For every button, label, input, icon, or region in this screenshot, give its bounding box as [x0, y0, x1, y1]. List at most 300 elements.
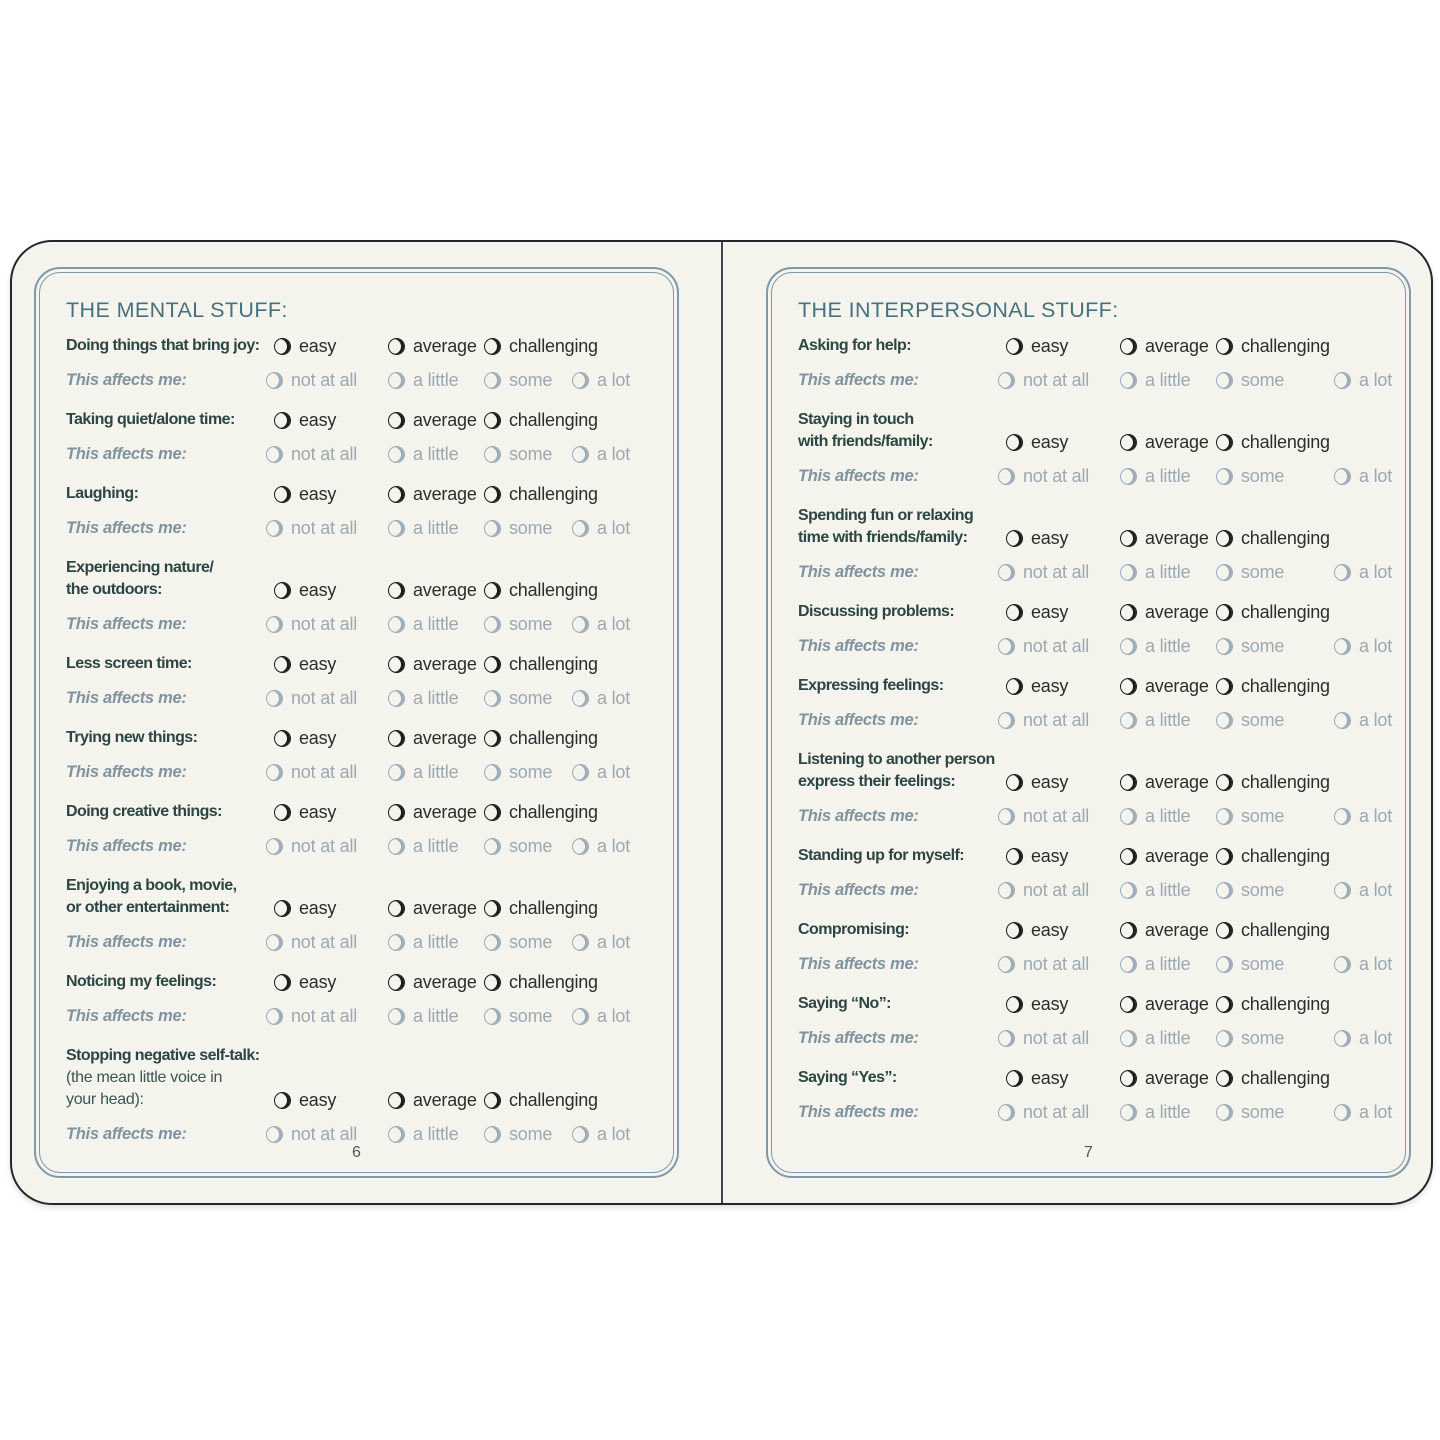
option-easy[interactable]: [274, 579, 336, 601]
option-average[interactable]: [1120, 919, 1209, 941]
option-a-lot[interactable]: [1334, 1027, 1392, 1049]
option-some[interactable]: [1216, 635, 1284, 657]
option-average[interactable]: [388, 409, 477, 431]
radio-some[interactable]: [484, 934, 501, 951]
radio-easy[interactable]: [274, 804, 291, 821]
radio-challenging[interactable]: [1216, 1070, 1233, 1087]
radio-a-little[interactable]: [1120, 468, 1137, 485]
radio-not-at-all[interactable]: [266, 764, 283, 781]
radio-some[interactable]: [1216, 468, 1233, 485]
option-label: easy: [1031, 527, 1069, 548]
option-average[interactable]: [1120, 1067, 1209, 1089]
option-a-little[interactable]: [1120, 369, 1190, 391]
option-easy[interactable]: [274, 727, 336, 749]
radio-easy[interactable]: [274, 900, 291, 917]
option-not-at-all[interactable]: [998, 1101, 1089, 1123]
option-average[interactable]: [1120, 527, 1209, 549]
radio-a-lot[interactable]: [1334, 468, 1351, 485]
option-a-lot[interactable]: [572, 687, 630, 709]
option-a-little[interactable]: [1120, 465, 1190, 487]
radio-some[interactable]: [484, 1008, 501, 1025]
option-label: easy: [299, 579, 337, 600]
radio-a-lot[interactable]: [1334, 808, 1351, 825]
option-some[interactable]: [484, 687, 552, 709]
option-a-lot[interactable]: [1334, 805, 1392, 827]
radio-a-little[interactable]: [388, 372, 405, 389]
option-not-at-all[interactable]: [998, 1027, 1089, 1049]
radio-not-at-all[interactable]: [266, 1126, 283, 1143]
option-not-at-all[interactable]: [266, 613, 357, 635]
radio-some[interactable]: [484, 764, 501, 781]
option-average[interactable]: [388, 801, 477, 823]
option-a-lot[interactable]: [1334, 369, 1392, 391]
radio-a-lot[interactable]: [572, 1126, 589, 1143]
option-easy[interactable]: [274, 483, 336, 505]
option-some[interactable]: [1216, 561, 1284, 583]
option-a-lot[interactable]: [1334, 1101, 1392, 1123]
option-challenging[interactable]: [1216, 845, 1330, 867]
option-some[interactable]: [1216, 369, 1284, 391]
option-challenging[interactable]: [484, 727, 598, 749]
radio-a-little[interactable]: [1120, 564, 1137, 581]
radio-challenging[interactable]: [484, 900, 501, 917]
option-not-at-all[interactable]: [998, 369, 1089, 391]
radio-average[interactable]: [1120, 434, 1137, 451]
radio-some[interactable]: [1216, 564, 1233, 581]
option-average[interactable]: [1120, 771, 1209, 793]
radio-challenging[interactable]: [1216, 434, 1233, 451]
radio-a-little[interactable]: [388, 934, 405, 951]
option-a-little[interactable]: [388, 369, 458, 391]
option-not-at-all[interactable]: [998, 953, 1089, 975]
radio-challenging[interactable]: [484, 1092, 501, 1109]
radio-a-lot[interactable]: [1334, 564, 1351, 581]
radio-challenging[interactable]: [484, 338, 501, 355]
radio-a-little[interactable]: [1120, 956, 1137, 973]
radio-a-little[interactable]: [388, 1008, 405, 1025]
radio-average[interactable]: [1120, 678, 1137, 695]
option-challenging[interactable]: [1216, 431, 1330, 453]
option-not-at-all[interactable]: [998, 465, 1089, 487]
radio-not-at-all[interactable]: [998, 808, 1015, 825]
option-easy[interactable]: [1006, 675, 1068, 697]
option-easy[interactable]: [274, 409, 336, 431]
radio-a-little[interactable]: [388, 690, 405, 707]
radio-average[interactable]: [1120, 1070, 1137, 1087]
radio-not-at-all[interactable]: [266, 690, 283, 707]
option-average[interactable]: [388, 653, 477, 675]
option-label: not at all: [1023, 805, 1090, 826]
radio-easy[interactable]: [1006, 922, 1023, 939]
radio-a-little[interactable]: [388, 764, 405, 781]
radio-a-lot[interactable]: [1334, 372, 1351, 389]
radio-not-at-all[interactable]: [998, 564, 1015, 581]
radio-easy[interactable]: [1006, 996, 1023, 1013]
radio-a-lot[interactable]: [572, 1008, 589, 1025]
radio-challenging[interactable]: [1216, 678, 1233, 695]
radio-a-lot[interactable]: [1334, 712, 1351, 729]
option-not-at-all[interactable]: [266, 761, 357, 783]
option-some[interactable]: [484, 835, 552, 857]
radio-some[interactable]: [484, 690, 501, 707]
option-a-lot[interactable]: [1334, 709, 1392, 731]
option-a-little[interactable]: [1120, 1027, 1190, 1049]
radio-not-at-all[interactable]: [266, 934, 283, 951]
question-label-line: Compromising:: [798, 921, 910, 938]
option-a-lot[interactable]: [572, 1005, 630, 1027]
option-challenging[interactable]: [484, 1089, 598, 1111]
option-label: easy: [1031, 1067, 1069, 1088]
radio-easy[interactable]: [274, 1092, 291, 1109]
option-challenging[interactable]: [484, 335, 598, 357]
option-label: challenging: [1241, 771, 1330, 792]
option-challenging[interactable]: [1216, 993, 1330, 1015]
option-easy[interactable]: [274, 801, 336, 823]
option-some[interactable]: [484, 369, 552, 391]
option-challenging[interactable]: [1216, 675, 1330, 697]
option-challenging[interactable]: [484, 897, 598, 919]
radio-average[interactable]: [388, 486, 405, 503]
option-label: a little: [413, 517, 459, 538]
option-a-lot[interactable]: [572, 517, 630, 539]
option-a-lot[interactable]: [572, 761, 630, 783]
option-average[interactable]: [1120, 993, 1209, 1015]
radio-a-lot[interactable]: [572, 372, 589, 389]
radio-a-little[interactable]: [388, 838, 405, 855]
option-challenging[interactable]: [484, 801, 598, 823]
radio-average[interactable]: [388, 730, 405, 747]
option-a-little[interactable]: [388, 1005, 458, 1027]
radio-some[interactable]: [484, 520, 501, 537]
option-easy[interactable]: [1006, 845, 1068, 867]
option-average[interactable]: [1120, 431, 1209, 453]
radio-a-little[interactable]: [1120, 1104, 1137, 1121]
radio-a-lot[interactable]: [572, 690, 589, 707]
radio-average[interactable]: [1120, 530, 1137, 547]
radio-average[interactable]: [388, 582, 405, 599]
option-some[interactable]: [484, 443, 552, 465]
option-a-little[interactable]: [1120, 635, 1190, 657]
radio-a-lot[interactable]: [1334, 1104, 1351, 1121]
option-challenging[interactable]: [484, 483, 598, 505]
option-challenging[interactable]: [484, 971, 598, 993]
option-some[interactable]: [1216, 1101, 1284, 1123]
radio-challenging[interactable]: [1216, 922, 1233, 939]
radio-challenging[interactable]: [484, 582, 501, 599]
option-average[interactable]: [388, 335, 477, 357]
radio-average[interactable]: [388, 656, 405, 673]
option-some[interactable]: [484, 517, 552, 539]
option-a-little[interactable]: [1120, 709, 1190, 731]
option-a-little[interactable]: [388, 517, 458, 539]
option-not-at-all[interactable]: [998, 709, 1089, 731]
option-a-little[interactable]: [1120, 879, 1190, 901]
radio-challenging[interactable]: [484, 804, 501, 821]
radio-average[interactable]: [388, 1092, 405, 1109]
option-some[interactable]: [1216, 465, 1284, 487]
radio-a-little[interactable]: [1120, 882, 1137, 899]
option-easy[interactable]: [1006, 527, 1068, 549]
option-not-at-all[interactable]: [998, 561, 1089, 583]
radio-easy[interactable]: [274, 656, 291, 673]
affects-label: This affects me:: [66, 837, 187, 855]
radio-easy[interactable]: [1006, 434, 1023, 451]
radio-some[interactable]: [1216, 712, 1233, 729]
radio-easy[interactable]: [1006, 1070, 1023, 1087]
radio-some[interactable]: [1216, 372, 1233, 389]
radio-easy[interactable]: [274, 412, 291, 429]
radio-average[interactable]: [1120, 848, 1137, 865]
option-average[interactable]: [388, 579, 477, 601]
option-average[interactable]: [1120, 601, 1209, 623]
option-easy[interactable]: [1006, 771, 1068, 793]
option-a-lot[interactable]: [572, 931, 630, 953]
option-easy[interactable]: [1006, 1067, 1068, 1089]
option-a-little[interactable]: [388, 931, 458, 953]
radio-easy[interactable]: [1006, 774, 1023, 791]
radio-a-little[interactable]: [388, 1126, 405, 1143]
option-easy[interactable]: [274, 335, 336, 357]
radio-a-lot[interactable]: [572, 520, 589, 537]
radio-not-at-all[interactable]: [998, 372, 1015, 389]
option-a-little[interactable]: [388, 443, 458, 465]
option-a-little[interactable]: [1120, 805, 1190, 827]
radio-a-little[interactable]: [1120, 712, 1137, 729]
option-challenging[interactable]: [1216, 919, 1330, 941]
radio-easy[interactable]: [1006, 848, 1023, 865]
option-not-at-all[interactable]: [266, 369, 357, 391]
radio-not-at-all[interactable]: [266, 838, 283, 855]
option-label: some: [509, 1123, 553, 1144]
radio-some[interactable]: [1216, 1030, 1233, 1047]
option-not-at-all[interactable]: [998, 635, 1089, 657]
radio-a-lot[interactable]: [572, 934, 589, 951]
option-average[interactable]: [1120, 675, 1209, 697]
option-challenging[interactable]: [1216, 1067, 1330, 1089]
option-average[interactable]: [388, 897, 477, 919]
option-label: some: [1241, 879, 1285, 900]
radio-a-little[interactable]: [388, 520, 405, 537]
option-some[interactable]: [484, 761, 552, 783]
radio-challenging[interactable]: [484, 730, 501, 747]
option-some[interactable]: [484, 1005, 552, 1027]
option-a-little[interactable]: [388, 761, 458, 783]
radio-average[interactable]: [388, 338, 405, 355]
radio-a-little[interactable]: [1120, 372, 1137, 389]
option-challenging[interactable]: [484, 409, 598, 431]
radio-not-at-all[interactable]: [998, 1030, 1015, 1047]
option-challenging[interactable]: [1216, 335, 1330, 357]
radio-a-lot[interactable]: [572, 616, 589, 633]
option-some[interactable]: [1216, 1027, 1284, 1049]
option-not-at-all[interactable]: [266, 443, 357, 465]
radio-average[interactable]: [1120, 996, 1137, 1013]
radio-a-little[interactable]: [1120, 638, 1137, 655]
option-some[interactable]: [484, 1123, 552, 1145]
radio-average[interactable]: [1120, 604, 1137, 621]
radio-a-little[interactable]: [1120, 808, 1137, 825]
radio-not-at-all[interactable]: [998, 712, 1015, 729]
radio-some[interactable]: [1216, 808, 1233, 825]
radio-not-at-all[interactable]: [266, 1008, 283, 1025]
question-row: [798, 919, 1405, 975]
radio-challenging[interactable]: [1216, 774, 1233, 791]
option-label: a little: [413, 687, 459, 708]
affects-label: This affects me:: [66, 445, 187, 463]
option-challenging[interactable]: [1216, 771, 1330, 793]
option-a-lot[interactable]: [572, 613, 630, 635]
radio-a-lot[interactable]: [572, 446, 589, 463]
option-easy[interactable]: [1006, 993, 1068, 1015]
radio-a-lot[interactable]: [1334, 882, 1351, 899]
radio-a-lot[interactable]: [1334, 956, 1351, 973]
option-easy[interactable]: [274, 897, 336, 919]
option-challenging[interactable]: [1216, 601, 1330, 623]
radio-some[interactable]: [1216, 638, 1233, 655]
option-a-little[interactable]: [1120, 1101, 1190, 1123]
radio-challenging[interactable]: [1216, 996, 1233, 1013]
option-not-at-all[interactable]: [266, 1123, 357, 1145]
option-average[interactable]: [388, 1089, 477, 1111]
option-easy[interactable]: [1006, 919, 1068, 941]
option-some[interactable]: [484, 931, 552, 953]
option-average[interactable]: [388, 971, 477, 993]
option-a-lot[interactable]: [1334, 561, 1392, 583]
option-some[interactable]: [1216, 879, 1284, 901]
option-a-little[interactable]: [388, 687, 458, 709]
radio-challenging[interactable]: [484, 974, 501, 991]
radio-easy[interactable]: [274, 974, 291, 991]
radio-easy[interactable]: [1006, 604, 1023, 621]
radio-not-at-all[interactable]: [266, 520, 283, 537]
option-some[interactable]: [1216, 709, 1284, 731]
option-easy[interactable]: [1006, 601, 1068, 623]
radio-average[interactable]: [388, 804, 405, 821]
option-some[interactable]: [1216, 953, 1284, 975]
question-row: [66, 801, 673, 857]
radio-a-lot[interactable]: [1334, 638, 1351, 655]
option-a-lot[interactable]: [1334, 465, 1392, 487]
radio-a-lot[interactable]: [572, 838, 589, 855]
option-a-lot[interactable]: [572, 1123, 630, 1145]
question-row: [798, 505, 1405, 583]
option-easy[interactable]: [274, 971, 336, 993]
option-average[interactable]: [1120, 845, 1209, 867]
radio-not-at-all[interactable]: [266, 446, 283, 463]
option-label: easy: [1031, 675, 1069, 696]
radio-a-little[interactable]: [1120, 1030, 1137, 1047]
option-a-lot[interactable]: [572, 369, 630, 391]
option-a-little[interactable]: [388, 1123, 458, 1145]
radio-challenging[interactable]: [484, 412, 501, 429]
option-average[interactable]: [1120, 335, 1209, 357]
radio-a-lot[interactable]: [1334, 1030, 1351, 1047]
radio-easy[interactable]: [274, 486, 291, 503]
option-easy[interactable]: [274, 653, 336, 675]
radio-some[interactable]: [484, 616, 501, 633]
option-not-at-all[interactable]: [266, 687, 357, 709]
option-a-lot[interactable]: [572, 835, 630, 857]
radio-average[interactable]: [388, 974, 405, 991]
radio-average[interactable]: [388, 900, 405, 917]
radio-a-little[interactable]: [388, 446, 405, 463]
radio-some[interactable]: [484, 446, 501, 463]
option-not-at-all[interactable]: [266, 835, 357, 857]
radio-some[interactable]: [1216, 882, 1233, 899]
option-not-at-all[interactable]: [266, 1005, 357, 1027]
option-a-little[interactable]: [388, 835, 458, 857]
option-some[interactable]: [1216, 805, 1284, 827]
radio-not-at-all[interactable]: [266, 372, 283, 389]
option-challenging[interactable]: [1216, 527, 1330, 549]
option-label: a lot: [1359, 635, 1393, 656]
radio-challenging[interactable]: [1216, 338, 1233, 355]
option-a-lot[interactable]: [1334, 953, 1392, 975]
radio-average[interactable]: [388, 412, 405, 429]
radio-not-at-all[interactable]: [998, 638, 1015, 655]
option-average[interactable]: [388, 727, 477, 749]
option-a-little[interactable]: [388, 613, 458, 635]
radio-some[interactable]: [484, 372, 501, 389]
radio-not-at-all[interactable]: [998, 882, 1015, 899]
option-label: average: [413, 727, 477, 748]
radio-not-at-all[interactable]: [998, 1104, 1015, 1121]
option-easy[interactable]: [274, 1089, 336, 1111]
radio-a-little[interactable]: [388, 616, 405, 633]
radio-challenging[interactable]: [1216, 530, 1233, 547]
radio-easy[interactable]: [1006, 678, 1023, 695]
option-a-lot[interactable]: [572, 443, 630, 465]
radio-not-at-all[interactable]: [998, 468, 1015, 485]
radio-average[interactable]: [1120, 922, 1137, 939]
radio-easy[interactable]: [274, 338, 291, 355]
radio-challenging[interactable]: [484, 486, 501, 503]
radio-average[interactable]: [1120, 774, 1137, 791]
option-not-at-all[interactable]: [998, 879, 1089, 901]
radio-challenging[interactable]: [1216, 604, 1233, 621]
option-not-at-all[interactable]: [266, 931, 357, 953]
radio-not-at-all[interactable]: [266, 616, 283, 633]
option-average[interactable]: [388, 483, 477, 505]
radio-some[interactable]: [1216, 1104, 1233, 1121]
radio-easy[interactable]: [274, 582, 291, 599]
option-a-little[interactable]: [1120, 953, 1190, 975]
option-a-lot[interactable]: [1334, 879, 1392, 901]
question-row: [66, 1045, 673, 1145]
option-not-at-all[interactable]: [266, 517, 357, 539]
option-easy[interactable]: [1006, 431, 1068, 453]
radio-some[interactable]: [484, 1126, 501, 1143]
radio-not-at-all[interactable]: [998, 956, 1015, 973]
radio-a-lot[interactable]: [572, 764, 589, 781]
option-challenging[interactable]: [484, 579, 598, 601]
option-not-at-all[interactable]: [998, 805, 1089, 827]
radio-easy[interactable]: [1006, 338, 1023, 355]
option-a-lot[interactable]: [1334, 635, 1392, 657]
radio-challenging[interactable]: [1216, 848, 1233, 865]
option-a-little[interactable]: [1120, 561, 1190, 583]
radio-easy[interactable]: [274, 730, 291, 747]
radio-some[interactable]: [484, 838, 501, 855]
radio-easy[interactable]: [1006, 530, 1023, 547]
option-easy[interactable]: [1006, 335, 1068, 357]
radio-average[interactable]: [1120, 338, 1137, 355]
option-challenging[interactable]: [484, 653, 598, 675]
radio-some[interactable]: [1216, 956, 1233, 973]
option-label: not at all: [1023, 709, 1090, 730]
radio-challenging[interactable]: [484, 656, 501, 673]
option-some[interactable]: [484, 613, 552, 635]
